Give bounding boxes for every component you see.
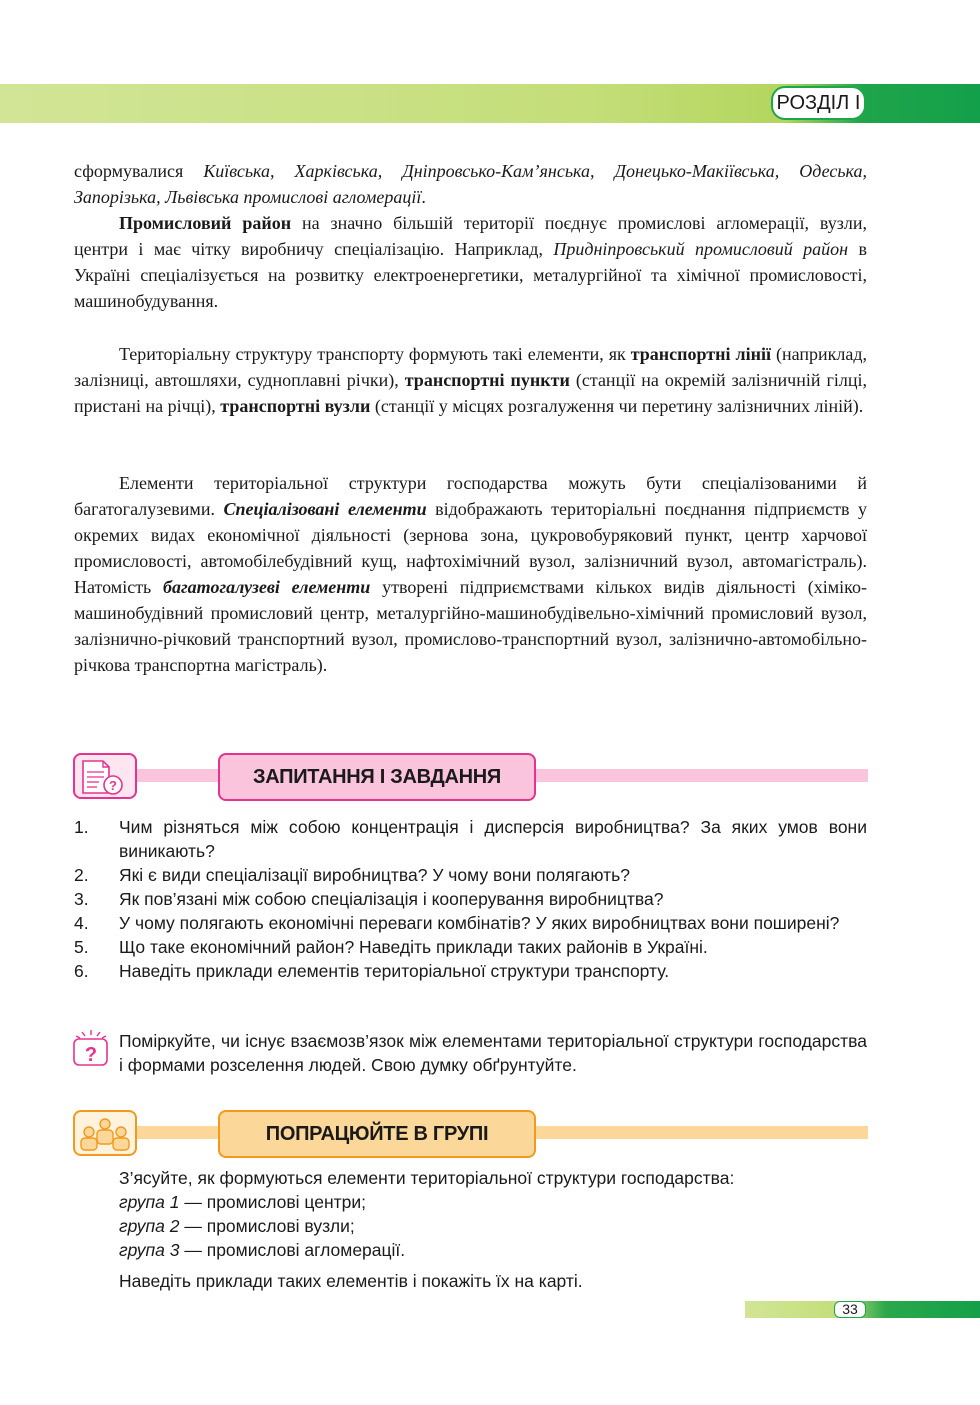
item-text: У чому полягають економічні переваги комбінатів? У яких виробництвах вони поширені? xyxy=(119,913,840,933)
questions-list xyxy=(74,815,867,983)
bold-italic-term: багатогалузеві елементи xyxy=(163,577,371,597)
item-number: 3. xyxy=(74,889,89,909)
list-item xyxy=(74,863,867,887)
svg-text:?: ? xyxy=(84,1044,98,1066)
text: . xyxy=(421,187,426,207)
bold-term: транспортні вузли xyxy=(220,396,371,416)
group-label: група 3 xyxy=(119,1240,180,1260)
item-text: Чим різняться між собою концентрація і дисперсія виробництва? За яких умов вони виникають? xyxy=(119,817,867,861)
group-text: — промислові агломерації. xyxy=(179,1240,406,1260)
item-text: Як пов’язані між собою спеціалізація і кооперування виробництва? xyxy=(119,889,664,909)
group-text: — промислові вузли; xyxy=(179,1216,355,1236)
page-number: 33 xyxy=(834,1301,866,1318)
group-line xyxy=(119,1190,867,1214)
list-item xyxy=(74,959,867,983)
bold-term: Промисловий район xyxy=(119,213,292,233)
text: сформувалися xyxy=(74,161,204,181)
group-outro: Наведіть приклади таких елементів і покажіть їх на карті. xyxy=(119,1271,583,1291)
text: (наприклад, залізниці, автошляхи, судноплавні річки), xyxy=(74,344,867,390)
list-item xyxy=(74,911,867,935)
list-item xyxy=(74,815,867,863)
item-number: 2. xyxy=(74,865,89,885)
group-intro: З’ясуйте, як формуються елементи територіальної структури господарства: xyxy=(119,1168,735,1188)
list-item xyxy=(74,935,867,959)
item-text: Які є види спеціалізації виробництва? У чому вони полягають? xyxy=(119,865,630,885)
group-task xyxy=(119,1166,867,1293)
paragraph-industrial-region xyxy=(74,210,867,314)
text: Елементи територіальної структури господарства можуть бути спеціалізованими й багатогалузевими. xyxy=(74,473,867,519)
group-title: ПОПРАЦЮЙТЕ В ГРУПІ xyxy=(218,1110,536,1158)
text: відображають територіальні поєднання підприємств у окремих видах економічної діяльності (зернова зона, цукровобуряковий пункт, центр харчової промисловості, автомобілебудівний кущ, нафтохімічний вузол, залізничний вузол, автомагістраль). Натомість xyxy=(74,499,867,597)
section-label: РОЗДІЛ І xyxy=(771,86,866,120)
bold-italic-term: Спеціалізовані елементи xyxy=(223,499,427,519)
item-text: Що таке економічний район? Наведіть приклади таких районів в Україні. xyxy=(119,937,708,957)
group-label: група 2 xyxy=(119,1216,180,1236)
item-number: 1. xyxy=(74,817,89,837)
group-line xyxy=(119,1214,867,1238)
questions-icon-box xyxy=(73,753,137,799)
document-question-icon xyxy=(75,755,135,797)
group-text: — промислові центри; xyxy=(179,1192,367,1212)
text: утворені підприємствами кількох видів діяльності (хіміко-машинобудівний промисловий центр, металургійно-машинобудівельно-хімічний промисловий вузол, залізнично-річковий транспортний вузол, промислово-транспортний вузол, залізнично-автомобільно-річкова транспортна магістраль). xyxy=(74,577,867,675)
group-people-icon xyxy=(75,1112,135,1154)
text: (станції у місцях розгалуження чи перетину залізничних ліній). xyxy=(370,396,864,416)
italic-term: Київська, Харківська, Дніпровсько-Кам’янська, Донецько-Макіївська, Одеська, Запорізька, Львівська промислові агломерації xyxy=(74,161,867,207)
italic-term: Придніпровський промисловий район xyxy=(553,239,849,259)
bold-term: транспортні лінії xyxy=(630,344,771,364)
group-line xyxy=(119,1238,867,1262)
list-item xyxy=(74,887,867,911)
paragraph-agglomerations xyxy=(74,158,867,210)
text: (станції на окремій залізничній гілці, пристані на річці), xyxy=(74,370,868,416)
group-label: група 1 xyxy=(119,1192,180,1212)
think-task: Поміркуйте, чи існує взаємозв’язок між елементами територіальної структури господарства і формами розселення людей. Свою думку обґрунтуйте. xyxy=(119,1031,867,1075)
item-number: 5. xyxy=(74,937,89,957)
svg-text:?: ? xyxy=(109,778,117,793)
lightbulb-question-icon xyxy=(73,1029,109,1067)
text: на значно більшій території поєднує промислові агломерації, вузли, центри і має чітку виробничу спеціалізацію. Наприклад, xyxy=(74,213,868,259)
bold-term: транспортні пункти xyxy=(404,370,570,390)
paragraph-structure-elements xyxy=(74,470,867,678)
item-number: 4. xyxy=(74,913,89,933)
text: в Україні спеціалізується на розвитку електроенергетики, металургійної та хімічної промисловості, машинобудування. xyxy=(74,239,867,311)
group-icon-box xyxy=(73,1110,137,1156)
questions-title: ЗАПИТАННЯ І ЗАВДАННЯ xyxy=(218,753,536,801)
text: Територіальну структуру транспорту формують такі елементи, як xyxy=(119,344,631,364)
paragraph-transport-structure xyxy=(74,341,867,419)
item-text: Наведіть приклади елементів територіальної структури транспорту. xyxy=(119,961,670,981)
item-number: 6. xyxy=(74,961,89,981)
